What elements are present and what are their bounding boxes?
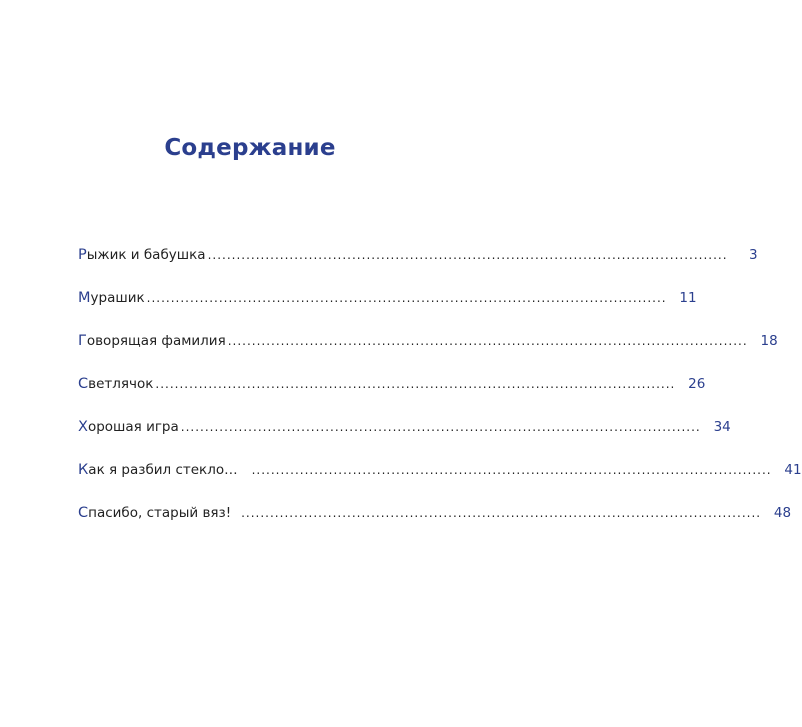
toc-entry[interactable] [78,244,758,266]
entry-page-number: 41 [784,462,802,478]
entry-initial: С [78,505,89,521]
entry-title: орошая игра [87,419,179,435]
leader-dots: ............................................................................................................ [155,377,676,391]
leader-dots: ............................................................................................................ [241,506,762,520]
toc-entry[interactable] [78,330,778,352]
leader-dots: ............................................................................................................ [227,334,748,348]
leader-dots: ............................................................................................................ [146,291,667,305]
entry-page-number: 48 [773,505,792,521]
toc-entry[interactable] [78,373,706,395]
entry-page-number: 11 [679,290,697,306]
entry-title: ак я разбил стекло… [88,462,238,478]
entry-initial: К [78,462,89,478]
entry-title: пасибо, старый вяз! [88,505,232,521]
entry-initial: С [78,376,89,392]
entry-title: урашик [90,290,145,306]
leader-dots: ............................................................................................................ [180,420,701,434]
toc-entry[interactable] [78,459,802,481]
leader-dots: ............................................................................................................ [251,463,772,477]
entry-page-number: 34 [713,419,731,435]
toc-entry[interactable] [78,416,731,438]
entry-title: оворящая фамилия [86,333,226,349]
entry-initial: Р [78,247,87,263]
entry-initial: М [78,290,91,306]
leader-dots: ............................................................................................................ [207,248,728,262]
entry-title: ветлячок [88,376,154,392]
toc-entry[interactable] [78,287,697,309]
entry-page-number: 18 [760,333,778,349]
toc-entry[interactable] [78,502,792,524]
page-title: Содержание [164,135,336,161]
entry-page-number: 3 [748,247,758,263]
entry-page-number: 26 [688,376,706,392]
entry-initial: Х [78,419,88,435]
entry-title: ыжик и бабушка [86,247,206,263]
entry-initial: Г [78,333,87,349]
